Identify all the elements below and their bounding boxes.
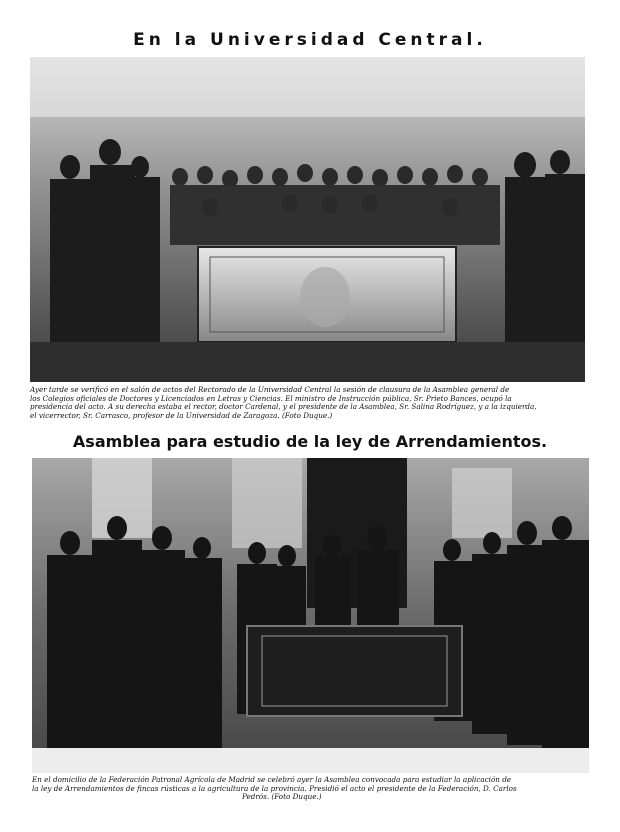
photo-university-assembly-image (30, 57, 585, 382)
photo-2-caption (32, 776, 589, 802)
caption-line: En el domicilio de la Federación Patronal Agrícola de Madrid se celebró ayer la Asamblea convocada para estudiar la aplicación de (32, 775, 512, 784)
caption-line: Ayer tarde se verificó en el salón de actos del Rectorado de la Universidad Central la sesión de clausura de la Asamblea general de (30, 385, 510, 394)
photo-university-assembly (30, 57, 585, 382)
caption-line: la ley de Arrendamientos de fincas rústicas a la agricultura de la provincia. Presidió el acto el presidente de la Federación, D. Carlos (32, 783, 517, 793)
caption-line: los Colegios oficiales de Doctores y Licenciados en Letras y Ciencias. El ministro de Instrucción pública, Sr. Prieto Bances, ocupó la (30, 393, 512, 403)
caption-line: presidencia del acto. A su derecha estaba el rector, doctor Cardenal, y el presidente de la Asamblea, Sr. Salina Rodríguez, y a la izquierda, (30, 402, 537, 412)
caption-line: el vicerrector, Sr. Carrasco, profesor de la Universidad de Zaragoza. (Foto Duque.) (30, 410, 333, 420)
section-title-assembly: Asamblea para estudio de la ley de Arrendamientos. (72, 432, 548, 451)
photo-leasing-assembly-image (32, 458, 589, 773)
photo-leasing-assembly (32, 458, 589, 773)
page-title-top: En la Universidad Central. (133, 30, 487, 50)
photo-1-caption (30, 386, 586, 420)
caption-line: Pedrós. (Foto Duque.) (242, 792, 322, 802)
